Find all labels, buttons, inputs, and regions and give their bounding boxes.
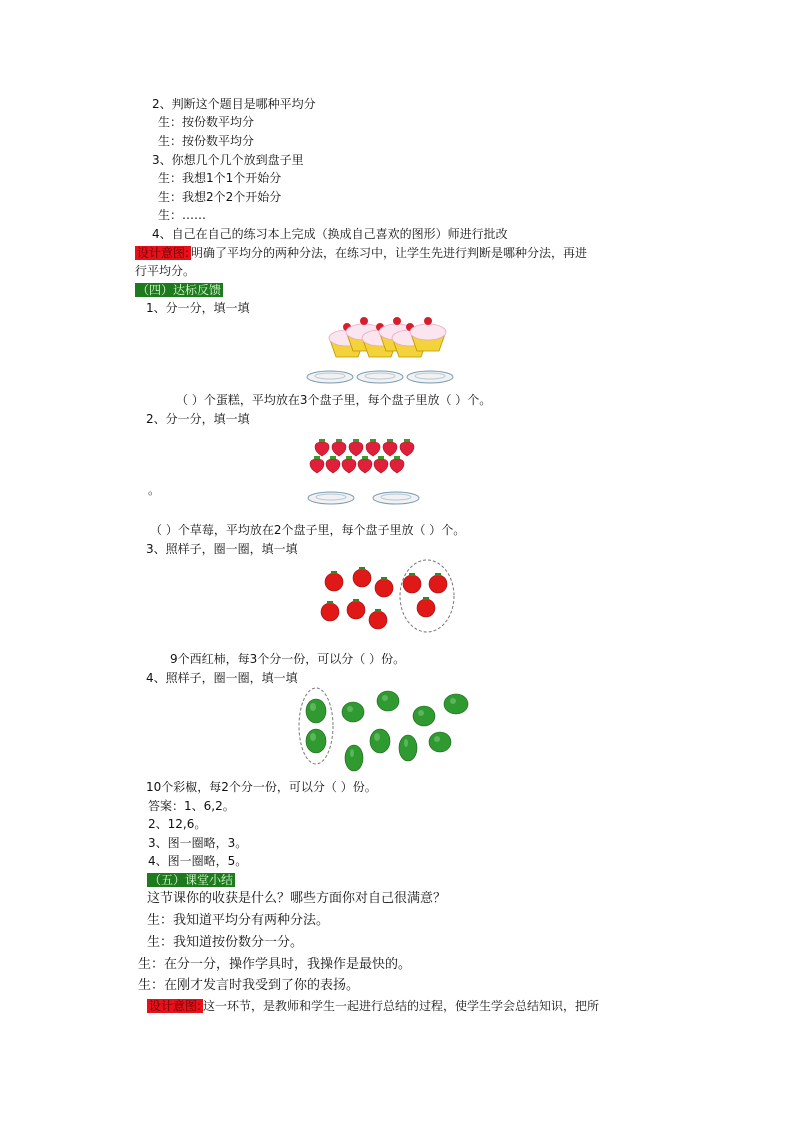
tomato-icon: [375, 579, 393, 597]
peppers-figure: [296, 686, 481, 778]
design-intent-text: 这一环节，是教师和学生一起进行总结的过程，使学生学会总结知识，把所: [203, 999, 600, 1013]
pepper-icon: [377, 691, 399, 711]
question-1-title: 1、分一分，填一填: [146, 301, 250, 315]
pepper-icon: [370, 729, 390, 753]
design-intent-1: [135, 245, 587, 261]
tomato-icon: [417, 599, 435, 617]
pepper-icon: [429, 732, 451, 752]
tomato-icon: [325, 573, 343, 591]
student-reply: 生：在分一分，操作学具时，我操作是最快的。: [138, 957, 412, 972]
design-intent-text-cont: 行平均分。: [135, 264, 196, 278]
student-reply: 生：我知道按份数分一分。: [147, 935, 304, 950]
example-circle: [400, 560, 454, 632]
summary-question: 这节课你的收获是什么？哪些方面你对自己很满意？: [147, 891, 447, 906]
answer-line: 答案：1、6,2。: [148, 799, 235, 813]
question-4-text: 10个彩椒，每2个分一份，可以分（ ）份。: [146, 780, 377, 794]
pepper-icon: [345, 745, 363, 771]
strawberries-figure: [310, 438, 425, 476]
question-3-title: 3、照样子，圈一圈，填一填: [146, 542, 298, 556]
strawberry-icon: [349, 442, 363, 456]
tomatoes-figure: [316, 558, 461, 636]
design-intent-tag: 设计意图:: [137, 246, 190, 260]
section-tag: （四）达标反馈: [137, 283, 222, 297]
strawberry-icon: [332, 442, 346, 456]
answer-line: 2、12,6。: [148, 817, 207, 831]
strawberry-icon: [358, 459, 372, 473]
pepper-icon: [342, 702, 364, 722]
tomato-icon: [321, 603, 339, 621]
design-intent-2: [147, 998, 599, 1014]
strawberry-icon: [400, 442, 414, 456]
step-2-line: 2、判断这个题目是哪种平均分: [152, 97, 316, 111]
plates-figure: [305, 368, 455, 386]
plates-figure: [306, 490, 421, 506]
strawberry-icon: [383, 442, 397, 456]
pepper-icon: [444, 694, 468, 714]
section-4-heading: [135, 282, 223, 298]
plate-icon: [357, 371, 403, 383]
student-reply: 生：我想1个1个开始分: [158, 171, 282, 185]
tomato-icon: [353, 569, 371, 587]
question-4-title: 4、照样子，圈一圈，填一填: [146, 671, 298, 685]
step-4-line: 4、自己在自己的练习本上完成（换成自己喜欢的图形）师进行批改: [152, 227, 508, 241]
plate-icon: [373, 492, 419, 504]
student-reply: 生：我想2个2个开始分: [158, 190, 282, 204]
cupcake-icon: [410, 317, 446, 351]
tomato-icon: [403, 575, 421, 593]
tomato-icon: [369, 611, 387, 629]
student-reply: 生：按份数平均分: [158, 115, 255, 129]
student-reply: 生：我知道平均分有两种分法。: [147, 913, 330, 928]
plate-icon: [308, 492, 354, 504]
question-2-title: 2、分一分，填一填: [146, 412, 250, 426]
student-reply: 生：在刚才发言时我受到了你的表扬。: [138, 978, 360, 993]
answer-line: 4、图一圈略，5。: [148, 854, 248, 868]
strawberry-icon: [310, 459, 324, 473]
plate-icon: [407, 371, 453, 383]
student-reply: 生：按份数平均分: [158, 134, 255, 148]
pepper-icon: [413, 706, 435, 726]
design-intent-text: 明确了平均分的两种分法，在练习中，让学生先进行判断是哪种分法，再进: [191, 246, 588, 260]
strawberry-icon: [342, 459, 356, 473]
strawberry-icon: [374, 459, 388, 473]
pepper-icon: [306, 729, 326, 753]
strawberry-icon: [315, 442, 329, 456]
step-3-line: 3、你想几个几个放到盘子里: [152, 153, 304, 167]
student-reply: 生：……: [158, 208, 207, 222]
tomato-icon: [429, 575, 447, 593]
question-2-text: （ ）个草莓，平均放在2个盘子里，每个盘子里放（ ）个。: [150, 523, 466, 537]
strawberry-icon: [326, 459, 340, 473]
answer-line: 3、图一圈略，3。: [148, 836, 248, 850]
design-intent-tag: 设计意图:: [149, 999, 202, 1013]
question-1-text: （ ）个蛋糕，平均放在3个盘子里，每个盘子里放（ ）个。: [176, 393, 492, 407]
strawberry-icon: [390, 459, 404, 473]
stray-mark: 。: [148, 483, 161, 497]
tomato-icon: [347, 601, 365, 619]
section-5-heading: [147, 872, 235, 888]
pepper-icon: [399, 735, 417, 761]
question-3-text: 9个西红柿，每3个分一份，可以分（ ）份。: [170, 652, 406, 666]
pepper-icon: [306, 699, 326, 723]
plate-icon: [307, 371, 353, 383]
strawberry-icon: [366, 442, 380, 456]
section-tag: （五）课堂小结: [149, 873, 234, 887]
